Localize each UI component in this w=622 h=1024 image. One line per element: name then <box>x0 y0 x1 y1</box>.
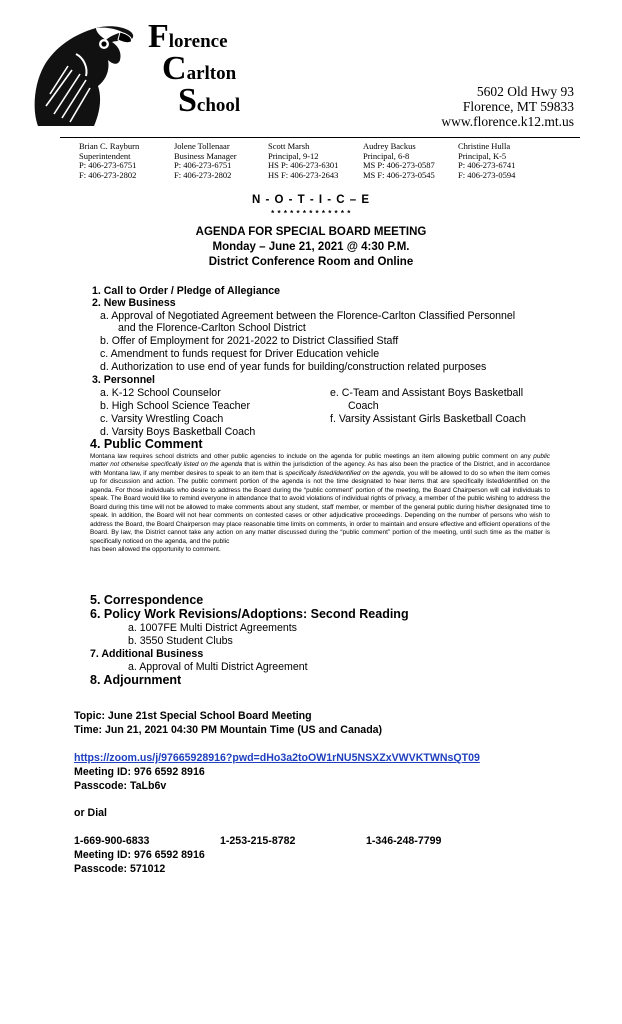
staff-name: Scott Marsh <box>268 141 310 151</box>
staff-title: Superintendent <box>79 150 131 161</box>
school-website: www.florence.k12.mt.us <box>441 114 574 129</box>
or-dial-label: or Dial <box>74 807 107 819</box>
agenda-item-3e-cont: Coach <box>348 400 379 412</box>
staff-contact <box>458 142 515 180</box>
dial-number-2: 1-253-215-8782 <box>220 835 296 847</box>
agenda-item-6: 6. Policy Work Revisions/Adoptions: Second Reading <box>90 607 409 621</box>
staff-fax: MS F: 406-273-0545 <box>363 169 435 180</box>
staff-title: Business Manager <box>174 150 237 161</box>
staff-fax: F: 406-273-2802 <box>79 169 137 180</box>
agenda-item-3e: e. C-Team and Assistant Boys Basketball <box>330 387 524 399</box>
staff-name: Jolene Tollenaar <box>174 141 230 151</box>
dial-meeting-id: Meeting ID: 976 6592 8916 <box>74 849 205 861</box>
agenda-item-2d: d. Authorization to use end of year funds for building/construction related purposes <box>100 361 487 373</box>
agenda-item-2: 2. New Business <box>92 297 176 309</box>
agenda-item-4: 4. Public Comment <box>90 437 203 451</box>
notice-title: N - O - T - I - C – E <box>251 194 371 206</box>
public-comment-emphasis-2: specifically listed/identified on the agenda <box>285 469 404 477</box>
staff-phone: P: 406-273-6751 <box>174 160 232 171</box>
staff-name: Christine Hulla <box>458 141 511 151</box>
public-comment-emphasis-1: public matter not otherwise specifically listed on the agenda <box>90 453 550 469</box>
school-name-initial-c: C <box>162 50 187 87</box>
agenda-item-3c: c. Varsity Wrestling Coach <box>100 413 224 425</box>
agenda-item-3b: b. High School Science Teacher <box>100 400 250 412</box>
address-line1: 5602 Old Hwy 93 <box>476 84 574 99</box>
dial-passcode: Passcode: 571012 <box>74 863 166 875</box>
agenda-item-3d: d. Varsity Boys Basketball Coach <box>100 426 256 438</box>
zoom-link[interactable]: https://zoom.us/j/97665928916?pwd=dHo3a2toOW1rNU5NSXZxVWVKTWNsQT09 <box>74 752 480 764</box>
staff-fax: F: 406-273-0594 <box>458 169 516 180</box>
staff-contact <box>363 142 435 180</box>
zoom-meeting-id: Meeting ID: 976 6592 8916 <box>74 766 205 778</box>
staff-title: Principal, K-5 <box>458 150 507 161</box>
school-name-rest-florence: lorence <box>168 31 228 52</box>
staff-phone: P: 406-273-6741 <box>458 160 516 171</box>
staff-contact <box>79 142 139 180</box>
agenda-item-2a-cont: and the Florence-Carlton School District <box>118 322 306 334</box>
staff-phone: P: 406-273-6751 <box>79 160 137 171</box>
agenda-item-3: 3. Personnel <box>92 374 155 386</box>
school-name-rest-carlton: arlton <box>186 63 237 84</box>
staff-contact <box>268 142 338 180</box>
staff-phone: MS P: 406-273-0587 <box>363 160 435 171</box>
address-line2: Florence, MT 59833 <box>462 99 574 114</box>
zoom-topic: Topic: June 21st Special School Board Meeting <box>74 710 312 722</box>
agenda-item-3a: a. K-12 School Counselor <box>100 387 221 399</box>
staff-fax: HS F: 406-273-2643 <box>268 169 339 180</box>
dial-number-3: 1-346-248-7799 <box>366 835 442 847</box>
public-comment-paragraph <box>90 453 550 554</box>
staff-phone: HS P: 406-273-6301 <box>268 160 339 171</box>
staff-title: Principal, 9-12 <box>268 150 319 161</box>
staff-name: Brian C. Rayburn <box>79 141 140 151</box>
staff-title: Principal, 6-8 <box>363 150 410 161</box>
school-name <box>148 20 278 120</box>
meeting-date: Monday – June 21, 2021 @ 4:30 P.M. <box>212 241 410 253</box>
staff-name: Audrey Backus <box>363 141 416 151</box>
public-comment-text-3: , you will be allowed to do so when the item comes up for discussion and action. The public comment portion of the agenda is not the time designated to hear items that are specifically listed/identified on the agenda. For those individuals who desire to address the Board during the “public comment” portion of the meeting, the Board Chairperson will call individuals to speak. The Board would like to remind everyone in attendance that to avoid violations of individual rights of privacy, a member of the public wishing to address the Board during this time will not be allowed to make comments about any student, staff member, or member of the general public during his/her designated time to speak. In addition, the Board will not hear comments on contested cases or other adjudicative proceedings. Depending on the number of persons who wish to address the Board, the Board Chairperson may place reasonable time limits on comments, in order to maintain and ensure effective and efficient operations of the Board. By law, the District cannot take any action on any matter discussed during the “public comment” portion of the meeting, until such time as the matter is specifically noticed on the agenda, and the public <box>90 469 551 545</box>
public-comment-text-1: Montana law requires school districts and other public agencies to include on the agenda for public meetings an item allowing public comment on any <box>90 453 534 460</box>
school-name-rest-school: chool <box>196 95 241 116</box>
agenda-item-5: 5. Correspondence <box>90 593 204 607</box>
header-divider <box>60 137 580 138</box>
zoom-passcode: Passcode: TaLb6v <box>74 780 167 792</box>
zoom-time: Time: Jun 21, 2021 04:30 PM Mountain Time (US and Canada) <box>74 724 383 736</box>
public-comment-text-last: has been allowed the opportunity to comment. <box>90 545 221 553</box>
meeting-heading: AGENDA FOR SPECIAL BOARD MEETING <box>195 226 427 238</box>
agenda-item-1: 1. Call to Order / Pledge of Allegiance <box>92 285 280 297</box>
agenda-item-3f: f. Varsity Assistant Girls Basketball Coach <box>330 413 526 425</box>
agenda-item-8: 8. Adjournment <box>90 673 182 687</box>
agenda-item-6a: a. 1007FE Multi District Agreements <box>128 622 297 634</box>
meeting-location: District Conference Room and Online <box>208 256 414 268</box>
school-name-initial-f: F <box>148 18 169 55</box>
falcon-logo <box>24 14 136 130</box>
school-address <box>441 84 574 129</box>
school-name-initial-s: S <box>178 82 197 119</box>
agenda-item-7: 7. Additional Business <box>90 648 204 660</box>
public-comment-text-2: that is within the jurisdiction of the agency. As has also been the practice of the District, and in accordance with Montana law, if any member desires to speak to an item that is <box>90 461 550 477</box>
dial-number-1: 1-669-900-6833 <box>74 835 150 847</box>
notice-stars: * * * * * * * * * * * * * <box>271 209 351 218</box>
agenda-item-2c: c. Amendment to funds request for Driver Education vehicle <box>100 348 380 360</box>
agenda-item-2b: b. Offer of Employment for 2021-2022 to District Classified Staff <box>100 335 399 347</box>
agenda-item-6b: b. 3550 Student Clubs <box>128 635 233 647</box>
staff-fax: F: 406-273-2802 <box>174 169 232 180</box>
staff-contact <box>174 142 237 180</box>
agenda-item-2a: a. Approval of Negotiated Agreement between the Florence-Carlton Classified Personnel <box>100 310 516 322</box>
agenda-item-7a: a. Approval of Multi District Agreement <box>128 661 308 673</box>
